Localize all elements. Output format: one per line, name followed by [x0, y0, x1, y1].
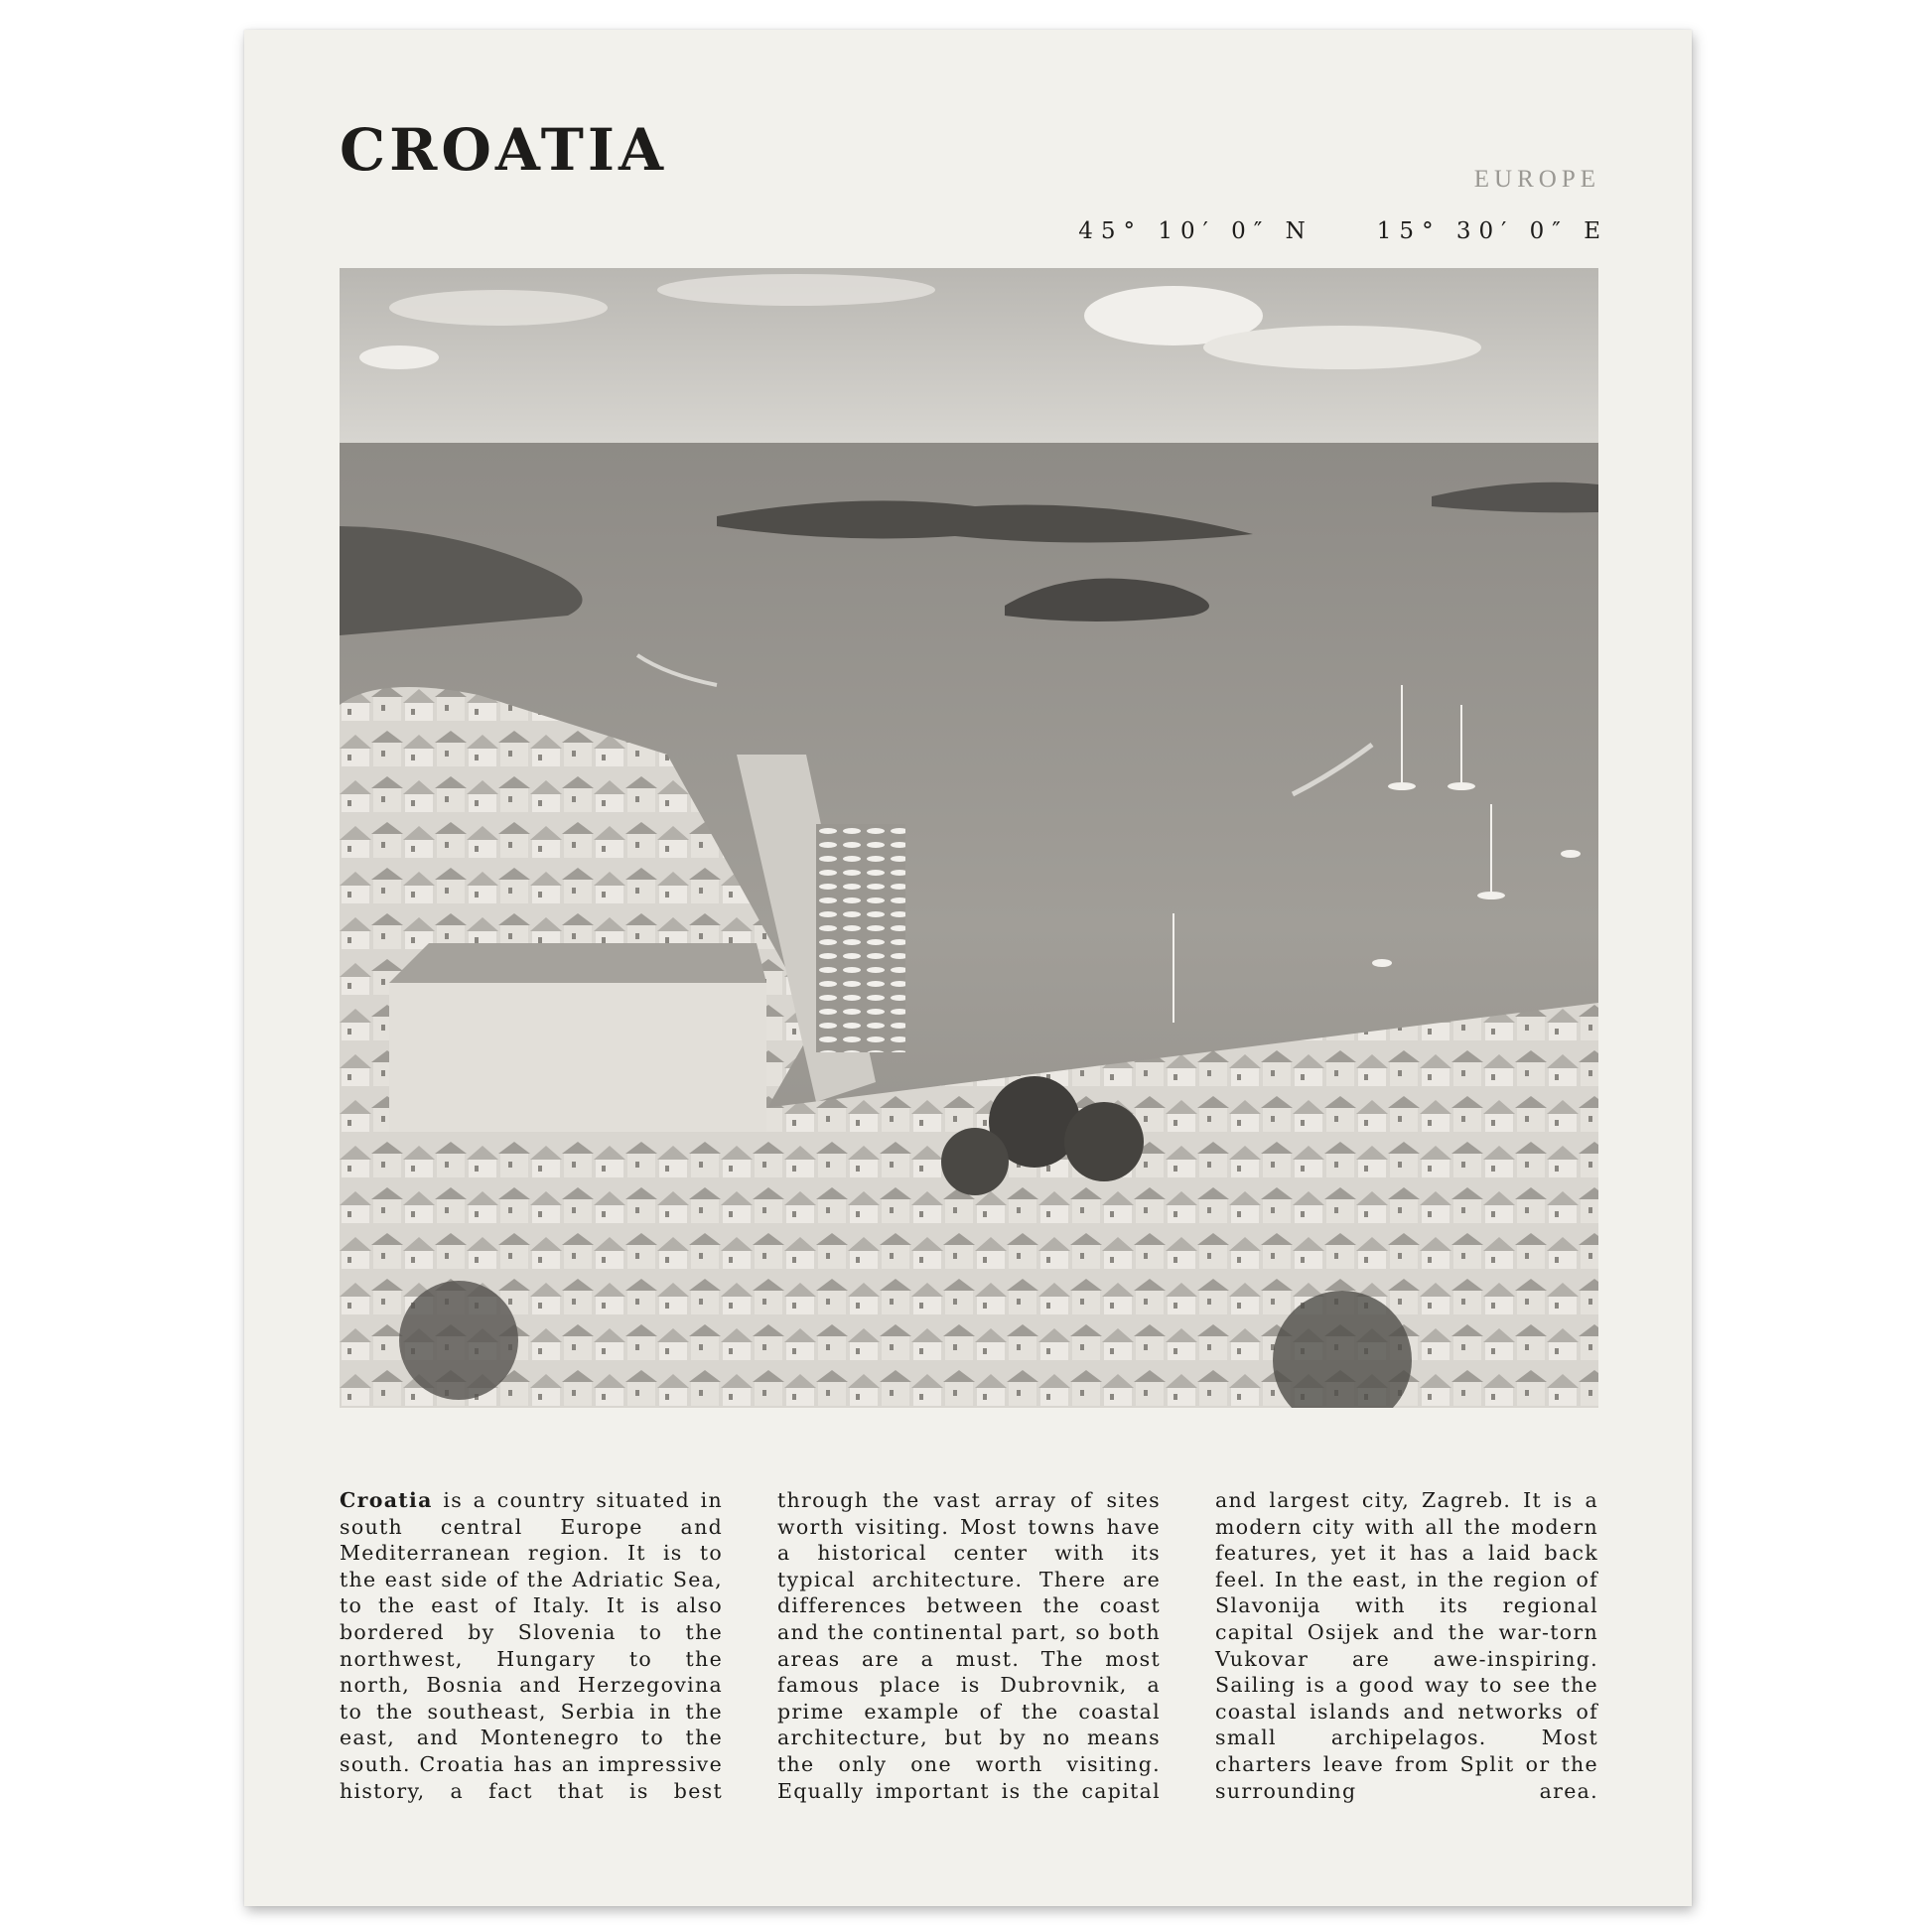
column-3-text: and largest city, Zagreb. It is a modern city with all the modern features, yet it has a laid back feel. In the east, in the region of Slavonija with its regional capital Osijek and the war-torn Vukovar are awe-inspiring. Sailing is a good way to see the coastal islands and networks of small archipelagos. Most charters leave from Split or the surrounding area. — [1215, 1488, 1598, 1803]
text-column-2 — [777, 1487, 1161, 1804]
poster — [244, 30, 1692, 1906]
column-1-text: is a country situated in south central Europe and Mediterranean region. It is to the east side of the Adriatic Sea, to the east of Italy. It is also bordered by Slovenia to the northwest, Hungary to the north, Bosnia and Herzegovina to the southeast, Serbia in the east, and Montenegro to the south. Croatia has an impressive history, a fact that is best — [340, 1488, 723, 1803]
continent-label: EUROPE — [1473, 166, 1600, 193]
text-column-1 — [340, 1487, 723, 1804]
lead-word: Croatia — [340, 1488, 433, 1512]
text-column-3 — [1215, 1487, 1598, 1804]
harbour-photo — [340, 268, 1598, 1408]
coordinates — [1078, 218, 1608, 244]
text-columns — [340, 1487, 1598, 1804]
longitude: 15° 30′ 0″ E — [1376, 218, 1608, 244]
poster-title: CROATIA — [340, 116, 668, 184]
column-2-text: through the vast array of sites worth visiting. Most towns have a historical center with its typical architecture. There are differences between the coast and the continental part, so both areas are a must. The most famous place is Dubrovnik, a prime example of the coastal architecture, but by no means the only one worth visiting. Equally important is the capital — [777, 1488, 1161, 1803]
harbour-photo-illustration — [340, 268, 1598, 1408]
latitude: 45° 10′ 0″ N — [1078, 218, 1313, 244]
